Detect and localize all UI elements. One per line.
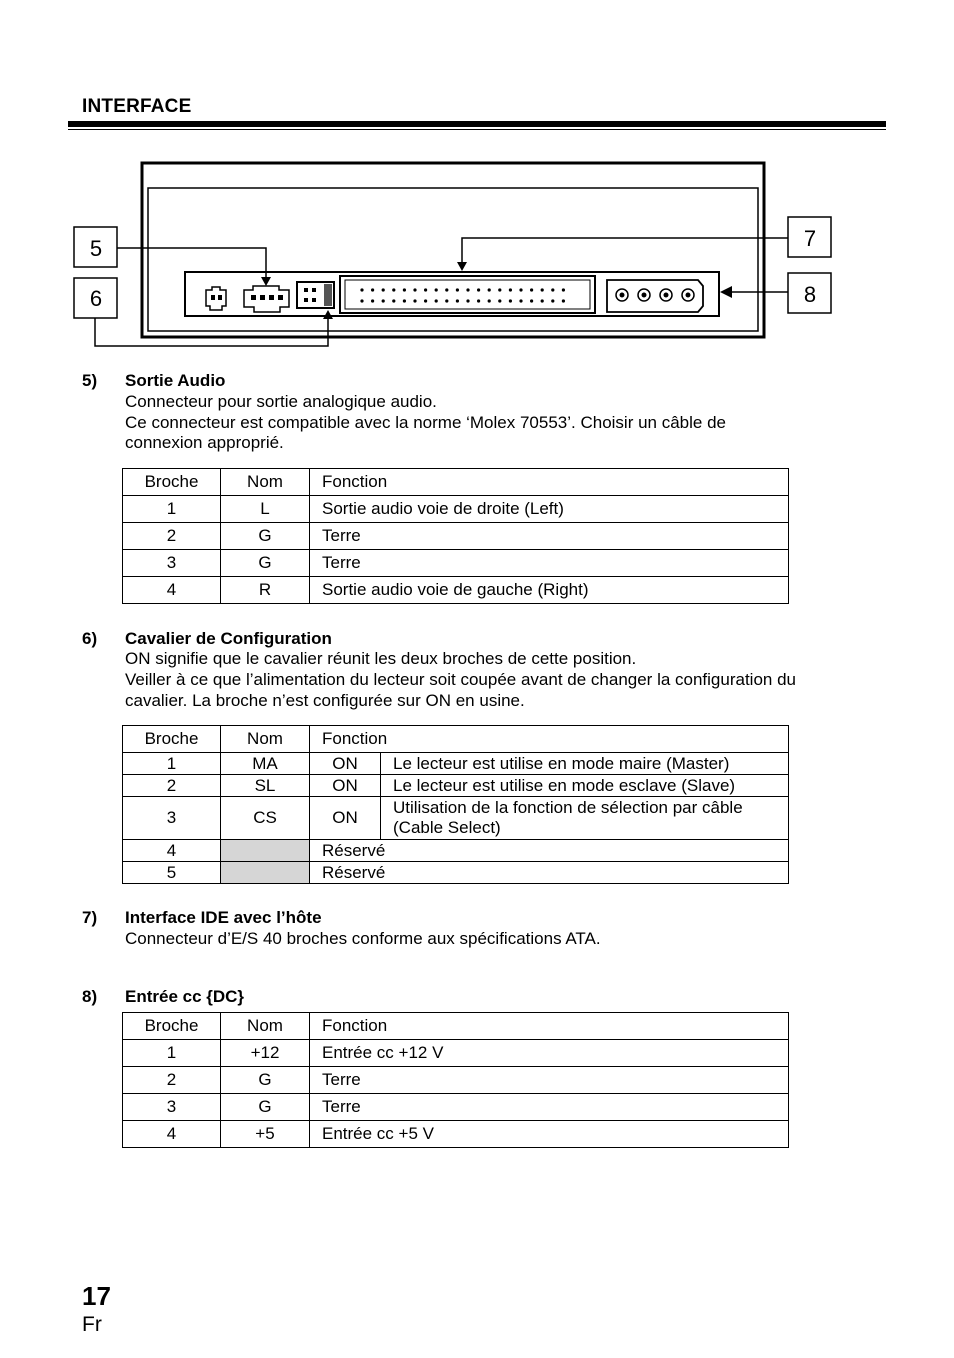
- rear-panel-diagram: [0, 0, 954, 360]
- section-5-line-2: Ce connecteur est compatible avec la norme ‘Molex 70553’. Choisir un câble de: [125, 413, 726, 432]
- ide-pin: [477, 299, 480, 302]
- cell-broche: 3: [123, 550, 221, 577]
- table-header-row: [123, 1013, 789, 1040]
- cell-fonction: Terre: [310, 550, 789, 577]
- cell-fonction: Réservé: [310, 862, 789, 884]
- cell-broche: 2: [123, 523, 221, 550]
- ide-pin: [456, 299, 459, 302]
- cell-broche: 2: [123, 1067, 221, 1094]
- ide-pin: [413, 299, 416, 302]
- header-nom: Nom: [221, 469, 310, 496]
- cell-broche: 3: [123, 797, 221, 840]
- cell-nom: +5: [221, 1121, 310, 1148]
- table-row: [123, 1067, 789, 1094]
- table-row: [123, 1121, 789, 1148]
- table-row: [123, 1040, 789, 1067]
- cell-state: ON: [310, 797, 381, 840]
- cell-nom: L: [221, 496, 310, 523]
- cell-nom: G: [221, 1067, 310, 1094]
- table-row: [123, 577, 789, 604]
- ide-pin: [466, 288, 469, 291]
- ide-pin: [360, 288, 363, 291]
- ide-pin: [382, 288, 385, 291]
- ide-pin: [530, 288, 533, 291]
- cell-fonction: Réservé: [310, 840, 789, 862]
- section-6-number: 6): [82, 629, 98, 648]
- ide-pin: [498, 288, 501, 291]
- callout-label-6: 6: [89, 286, 103, 311]
- ide-pin: [562, 288, 565, 291]
- ide-pin: [562, 299, 565, 302]
- ide-pin: [413, 288, 416, 291]
- jumper-block: [297, 282, 334, 308]
- cell-broche: 4: [123, 577, 221, 604]
- cell-nom: MA: [221, 753, 310, 775]
- header-broche: Broche: [123, 1013, 221, 1040]
- section-5-title: Sortie Audio: [125, 371, 226, 390]
- cell-nom: G: [221, 1094, 310, 1121]
- section-6-line-3: cavalier. La broche n’est configurée sur ON en usine.: [125, 691, 525, 710]
- ide-pin: [477, 288, 480, 291]
- section-6-line-2: Veiller à ce que l’alimentation du lecteur soit coupée avant de changer la configuration du: [125, 670, 796, 689]
- ide-pin: [371, 288, 374, 291]
- cell-nom: G: [221, 523, 310, 550]
- ide-pin: [392, 299, 395, 302]
- header-fonction: Fonction: [310, 469, 789, 496]
- ide-pin: [382, 299, 385, 302]
- jumper-config-table: [122, 725, 789, 884]
- cell-nom: CS: [221, 797, 310, 840]
- section-6-title: Cavalier de Configuration: [125, 629, 332, 648]
- section-7-line-1: Connecteur d’E/S 40 broches conforme aux spécifications ATA.: [125, 929, 601, 948]
- section-5-line-3: connexion approprié.: [125, 433, 284, 452]
- dc-input-table: [122, 1012, 789, 1148]
- cell-broche: 4: [123, 1121, 221, 1148]
- drive-outer-frame: [142, 163, 764, 337]
- cell-fonction: Entrée cc +12 V: [310, 1040, 789, 1067]
- power-connector: [607, 280, 703, 312]
- drive-inner-frame: [148, 188, 758, 331]
- table-row: [123, 797, 789, 840]
- digital-audio-connector: [206, 287, 226, 310]
- ide-pin: [519, 288, 522, 291]
- ide-pin: [509, 288, 512, 291]
- table-row: [123, 550, 789, 577]
- cell-broche: 4: [123, 840, 221, 862]
- section-7-title: Interface IDE avec l’hôte: [125, 908, 322, 927]
- cell-nom-shaded: [221, 862, 310, 884]
- cell-nom-shaded: [221, 840, 310, 862]
- arrow-head-8: [720, 286, 732, 298]
- cell-fonction: Le lecteur est utilise en mode esclave (Slave): [381, 775, 789, 797]
- section-8-number: 8): [82, 987, 98, 1006]
- arrow-head-6: [323, 310, 333, 319]
- cell-broche: 2: [123, 775, 221, 797]
- table-row: [123, 1094, 789, 1121]
- cell-fonction: Sortie audio voie de gauche (Right): [310, 577, 789, 604]
- cell-nom: SL: [221, 775, 310, 797]
- ide-pin: [424, 299, 427, 302]
- header-nom: Nom: [221, 1013, 310, 1040]
- ide-pin: [519, 299, 522, 302]
- page-number: 17: [82, 1281, 111, 1311]
- cell-broche: 3: [123, 1094, 221, 1121]
- ide-pin: [435, 299, 438, 302]
- section-6-line-1: ON signifie que le cavalier réunit les deux broches de cette position.: [125, 649, 637, 668]
- table-row: [123, 753, 789, 775]
- callout-label-8: 8: [803, 282, 817, 307]
- table-header-row: [123, 469, 789, 496]
- arrow-head-7: [457, 262, 467, 271]
- callout-label-7: 7: [803, 226, 817, 251]
- ide-pin: [509, 299, 512, 302]
- ide-pin: [424, 288, 427, 291]
- ide-pin: [456, 288, 459, 291]
- cell-broche: 1: [123, 753, 221, 775]
- ide-pin: [435, 288, 438, 291]
- arrow-head-5: [261, 277, 271, 286]
- cell-nom: R: [221, 577, 310, 604]
- language-code: Fr: [82, 1313, 102, 1336]
- cell-fonction-line-1: Utilisation de la fonction de sélection par câble: [393, 798, 743, 817]
- section-5-number: 5): [82, 371, 98, 390]
- ide-pin: [541, 288, 544, 291]
- ide-pin: [498, 299, 501, 302]
- ide-pin: [551, 299, 554, 302]
- header-broche: Broche: [123, 469, 221, 496]
- cell-fonction: Entrée cc +5 V: [310, 1121, 789, 1148]
- cell-broche: 1: [123, 496, 221, 523]
- header-broche: Broche: [123, 726, 221, 753]
- cell-fonction: [381, 797, 789, 840]
- cell-fonction: Terre: [310, 523, 789, 550]
- cell-fonction: Le lecteur est utilise en mode maire (Master): [381, 753, 789, 775]
- table-row: [123, 496, 789, 523]
- callout-label-5: 5: [89, 236, 103, 261]
- table-row: [123, 775, 789, 797]
- audio-output-table: [122, 468, 789, 604]
- cell-fonction: Terre: [310, 1067, 789, 1094]
- ide-connector: [340, 276, 595, 313]
- cell-fonction-line-2: (Cable Select): [393, 818, 501, 837]
- cell-nom: +12: [221, 1040, 310, 1067]
- ide-pin: [392, 288, 395, 291]
- cell-broche: 1: [123, 1040, 221, 1067]
- cell-fonction: Terre: [310, 1094, 789, 1121]
- section-7-number: 7): [82, 908, 98, 927]
- table-header-row: [123, 726, 789, 753]
- cell-state: ON: [310, 775, 381, 797]
- ide-pin: [371, 299, 374, 302]
- section-8-title: Entrée cc {DC}: [125, 987, 245, 1006]
- cell-state: ON: [310, 753, 381, 775]
- leader-line-7: [462, 238, 788, 264]
- table-row: [123, 862, 789, 884]
- cell-nom: G: [221, 550, 310, 577]
- ide-pin: [445, 288, 448, 291]
- ide-pin: [530, 299, 533, 302]
- ide-pin: [445, 299, 448, 302]
- ide-pin: [466, 299, 469, 302]
- header-nom: Nom: [221, 726, 310, 753]
- ide-pin: [403, 299, 406, 302]
- header-fonction: Fonction: [310, 726, 789, 753]
- ide-pin: [541, 299, 544, 302]
- leader-line-5: [117, 248, 266, 279]
- ide-pin: [551, 288, 554, 291]
- section-5-line-1: Connecteur pour sortie analogique audio.: [125, 392, 437, 411]
- page-title: INTERFACE: [82, 96, 192, 117]
- table-row: [123, 523, 789, 550]
- cell-fonction: Sortie audio voie de droite (Left): [310, 496, 789, 523]
- ide-pin: [360, 299, 363, 302]
- header-fonction: Fonction: [310, 1013, 789, 1040]
- ide-pin: [488, 299, 491, 302]
- ide-pin: [403, 288, 406, 291]
- ide-pin: [488, 288, 491, 291]
- table-row: [123, 840, 789, 862]
- cell-broche: 5: [123, 862, 221, 884]
- audio-out-connector: [244, 286, 289, 312]
